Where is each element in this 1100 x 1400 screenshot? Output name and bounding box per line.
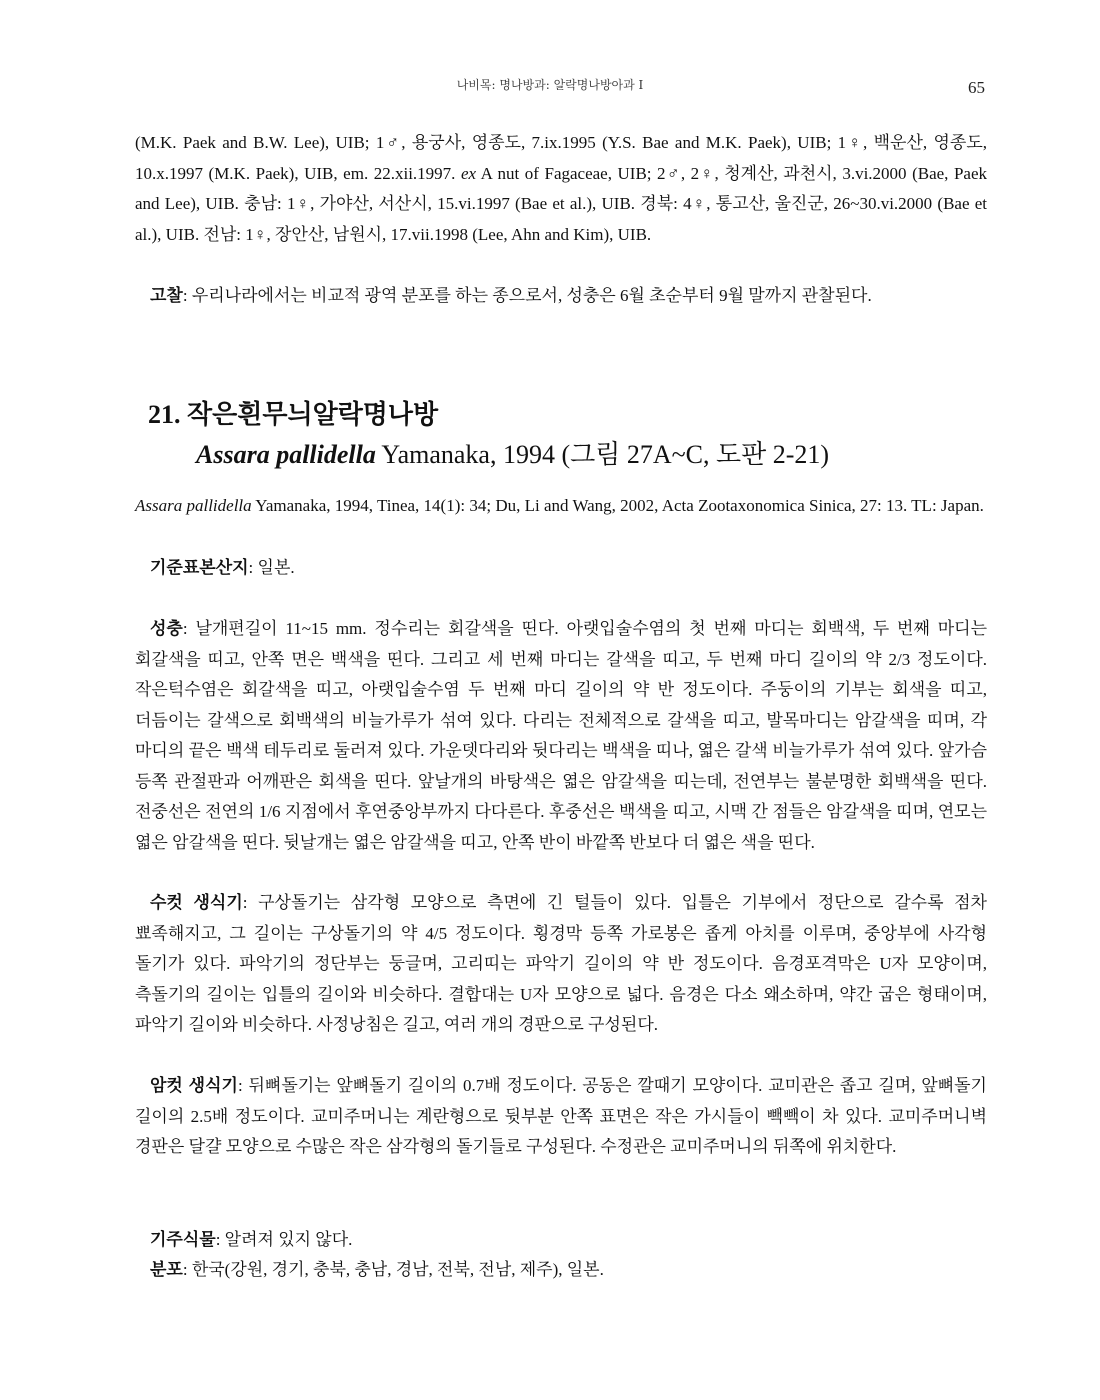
type-locality-paragraph <box>135 553 987 584</box>
female-genitalia-description <box>135 1071 987 1163</box>
remarks-text: : 우리나라에서는 비교적 광역 분포를 하는 종으로서, 성충은 6월 초순부터 9월 말까지 관찰된다. <box>182 286 872 305</box>
male-genitalia-text: : 구상돌기는 삼각형 모양으로 측면에 긴 털들이 있다. 입틀은 기부에서 정단으로 갈수록 점차 뾰족해지고, 그 길이는 구상돌기의 약 4/5 정도이다. 횡경막 등쪽 가로봉은 좁게 아치를 이루며, 중앙부에 사각형 돌기가 있다. 파악기의 정단부는 둥글며, 고리띠는 파악기 길이의 약 반 정도이다. 음경포격막은 U자 모양이며, 측돌기의 길이는 입틀의 길이와 비슷하다. 결합대는 U자 모양으로 넓다. 음경은 다소 왜소하며, 약간 굽은 형태이며, 파악기 길이와 비슷하다. 사정낭침은 길고, 여러 개의 경판으로 구성된다. <box>135 893 987 1034</box>
type-locality-text: : 일본. <box>248 558 295 577</box>
records-text-after: A nut of Fagaceae, UIB; 2♂, 2♀, 청계산, 과천시, 3.vi.2000 (Bae, Paek and Lee), UIB. 충남: 1♀, 가야산, 서산시, 15.vi.1997 (Bae et al.), UIB. 경북: 4♀, 통고산, 울진군, 26~30.vi.2000 (Bae et al.), UIB. 전남: 1♀, 장안산, 남원시, 17.vii.1998 (Lee, Ahn and Kim), UIB. <box>135 163 988 244</box>
species-number-title: 21. 작은흰무늬알락명나방 <box>148 400 439 429</box>
records-text: (M.K. Paek and B.W. Lee), UIB; 1♂, 용궁사, 영종도, 7.ix.1995 (Y.S. Bae and M.K. Paek), UIB; 1♀, 백운산, 영종도, 10.x.1997 (M.K. Paek), UIB, em. 22.xii.1997. <box>135 133 987 183</box>
type-locality-label: 기준표본산지 <box>150 558 249 577</box>
ex-label: ex <box>460 163 477 183</box>
remarks-label: 고찰 <box>150 286 183 305</box>
male-genitalia-description <box>135 888 987 1041</box>
adult-text: : 날개편길이 11~15 mm. 정수리는 회갈색을 띤다. 아랫입술수염의 첫 번째 마디는 회백색, 두 번째 마디는 회갈색을 띠고, 안쪽 면은 백색을 띤다. 그리고 세 번째 마디는 갈색을 띠고, 두 번째 마디 길이의 약 2/3 정도이다. 작은턱수염은 회갈색을 띠고, 아랫입술수염 두 번째 마디 길이의 약 반 정도이다. 주둥이의 기부는 회색을 띠고, 더듬이는 갈색으로 회백색의 비늘가루가 섞여 있다. 다리는 전체적으로 갈색을 띠고, 발목마디는 암갈색을 띠며, 각 마디의 끝은 백색 테두리로 둘러져 있다. 가운뎃다리와 뒷다리는 백색을 띠나, 엷은 갈색 비늘가루가 섞여 있다. 앞가슴 등쪽 관절판과 어깨판은 회색을 띤다. 앞날개의 바탕색은 엷은 암갈색을 띠는데, 전연부는 불분명한 회백색을 띤다. 전중선은 전연의 1/6 지점에서 후연중앙부까지 다다른다. 후중선은 백색을 띠고, 시맥 간 점들은 암갈색을 띠며, 연모는 엷은 암갈색을 띤다. 뒷날개는 엷은 암갈색을 띠고, 안쪽 반이 바깥쪽 반보다 더 엷은 색을 띤다. <box>135 619 987 852</box>
species-scientific-name: Assara pallidella <box>196 440 376 469</box>
page-number: 65 <box>968 78 985 97</box>
synonymy-paragraph <box>135 491 987 522</box>
distribution-label: 분포 <box>150 1260 183 1279</box>
adult-label: 성충 <box>150 619 183 638</box>
species-author-year: Yamanaka, 1994 (그림 27A~C, 도판 2-21) <box>375 440 830 469</box>
specimen-records-continuation <box>135 128 987 250</box>
species-heading <box>148 395 829 475</box>
male-genitalia-label: 수컷 생식기 <box>150 893 243 912</box>
remarks-paragraph <box>135 281 987 312</box>
running-header: 나비목: 명나방과: 알락명나방아과 I <box>456 78 644 92</box>
female-genitalia-text: : 뒤뼈돌기는 앞뼈돌기 길이의 0.7배 정도이다. 공동은 깔때기 모양이다. 교미관은 좁고 길며, 앞뼈돌기 길이의 2.5배 정도이다. 교미주머니는 계란형으로 뒷부분 안쪽 표면은 작은 가시들이 빽빽이 차 있다. 교미주머니벽 경판은 달걀 모양으로 수많은 작은 삼각형의 돌기들로 구성된다. 수정관은 교미주머니의 뒤쪽에 위치한다. <box>135 1076 987 1156</box>
host-plant-label: 기주식물 <box>150 1230 216 1249</box>
host-plant-text: : 알려져 있지 않다. <box>215 1230 353 1249</box>
distribution-paragraph <box>135 1255 987 1286</box>
synonymy-text: Yamanaka, 1994, Tinea, 14(1): 34; Du, Li and Wang, 2002, Acta Zootaxonomica Sinica, 27: 13. TL: Japan. <box>251 496 984 515</box>
host-plant-paragraph <box>135 1225 987 1256</box>
adult-description <box>135 614 987 858</box>
synonymy-name: Assara pallidella <box>135 496 252 515</box>
distribution-text: : 한국(강원, 경기, 충북, 충남, 경남, 전북, 전남, 제주), 일본. <box>182 1260 604 1279</box>
female-genitalia-label: 암컷 생식기 <box>150 1076 238 1095</box>
species-scientific-line <box>148 435 829 475</box>
